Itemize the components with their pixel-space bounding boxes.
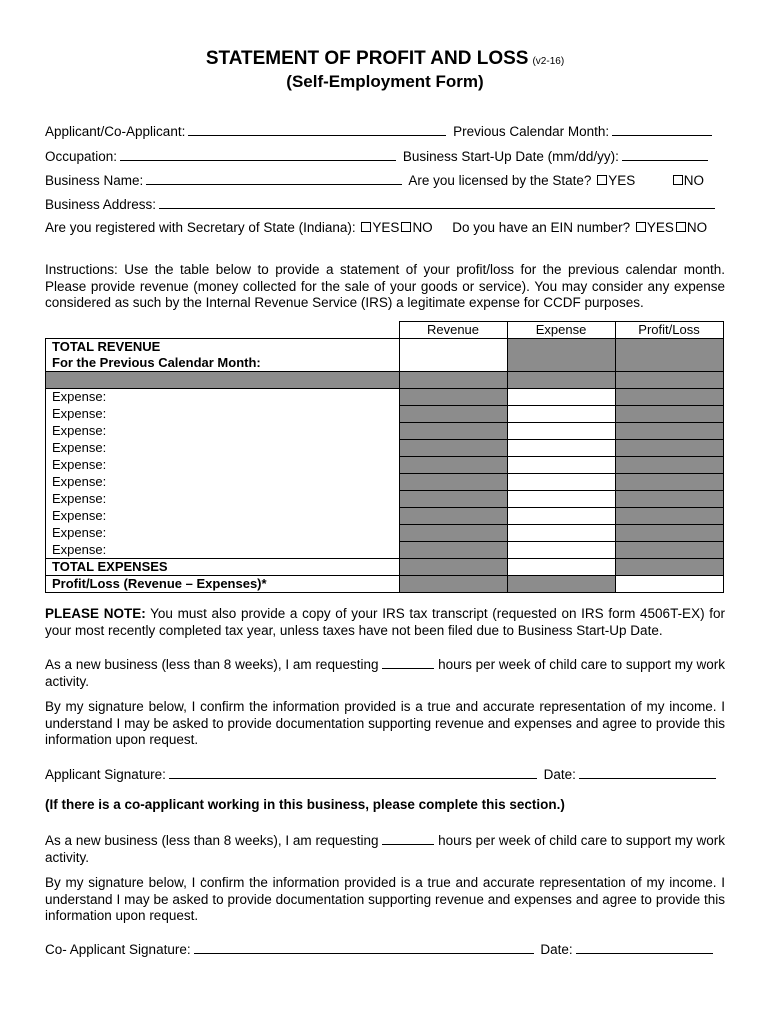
- expense-input[interactable]: [507, 508, 615, 525]
- profit-loss-table: [45, 321, 724, 593]
- shaded-cell: [615, 423, 723, 440]
- ein-label: Do you have an EIN number?: [452, 220, 631, 235]
- expense-input[interactable]: [507, 525, 615, 542]
- coapplicant-signature-field[interactable]: [194, 940, 534, 954]
- coapplicant-signature-label: Co- Applicant Signature:: [45, 942, 191, 957]
- total-revenue-line1: TOTAL REVENUE: [52, 339, 161, 354]
- col-profit-header: Profit/Loss: [615, 322, 723, 339]
- expense-row: [46, 423, 724, 440]
- profit-loss-label: Profit/Loss (Revenue – Expenses)*: [46, 576, 400, 593]
- applicant-date-field[interactable]: [579, 765, 716, 779]
- expense-input[interactable]: [507, 542, 615, 559]
- business-address-field[interactable]: [159, 195, 715, 209]
- expense-input[interactable]: [507, 491, 615, 508]
- sos-no-label: NO: [412, 220, 433, 235]
- ein-yes-label: YES: [646, 220, 674, 235]
- expense-label: Expense:: [46, 457, 400, 474]
- shaded-cell: [399, 525, 507, 542]
- occupation-label: Occupation:: [45, 149, 118, 164]
- startup-date-field[interactable]: [622, 147, 708, 161]
- sos-label: Are you registered with Secretary of State (Indiana):: [45, 220, 356, 235]
- sos-yes-label: YES: [372, 220, 400, 235]
- coapplicant-hours-after: hours per week of child care to support my work activity.: [45, 833, 725, 865]
- expense-input[interactable]: [507, 474, 615, 491]
- sos-no-checkbox[interactable]: [401, 222, 411, 232]
- shaded-cell: [615, 339, 723, 372]
- shaded-cell: [615, 559, 723, 576]
- shaded-cell: [399, 372, 507, 389]
- shaded-cell: [399, 542, 507, 559]
- expense-input[interactable]: [507, 423, 615, 440]
- licensed-no-checkbox[interactable]: [673, 175, 683, 185]
- expense-row: [46, 491, 724, 508]
- coapplicant-confirm: By my signature below, I confirm the information provided is a true and accurate representation of my income. I understand I may be asked to provide documentation supporting revenue and expenses and agree to provide this information upon request.: [45, 875, 725, 923]
- occupation-row: [45, 147, 711, 164]
- shaded-cell: [615, 372, 723, 389]
- coapplicant-hours-field[interactable]: [382, 831, 434, 845]
- coapplicant-date-label: Date:: [540, 942, 573, 957]
- col-expense-header: Expense: [507, 322, 615, 339]
- shaded-cell: [615, 389, 723, 406]
- separator-row: [46, 372, 724, 389]
- shaded-cell: [615, 474, 723, 491]
- expense-input[interactable]: [507, 406, 615, 423]
- form-title: [0, 48, 770, 70]
- profit-loss-row: [46, 576, 724, 593]
- expense-label: Expense:: [46, 389, 400, 406]
- expense-row: [46, 389, 724, 406]
- form-subtitle: (Self-Employment Form): [286, 72, 484, 91]
- shaded-cell: [615, 440, 723, 457]
- profit-loss-input[interactable]: [615, 576, 723, 593]
- expense-row: [46, 457, 724, 474]
- applicant-hours-after: hours per week of child care to support my work activity.: [45, 657, 725, 689]
- expense-label: Expense:: [46, 406, 400, 423]
- coapplicant-hours-before: As a new business (less than 8 weeks), I am requesting: [45, 833, 379, 848]
- coapplicant-signature-row: [45, 940, 716, 957]
- total-revenue-line2: For the Previous Calendar Month:: [52, 355, 261, 370]
- total-expenses-row: [46, 559, 724, 576]
- business-address-label: Business Address:: [45, 197, 157, 212]
- shaded-cell: [399, 508, 507, 525]
- shaded-cell: [399, 457, 507, 474]
- prev-month-field[interactable]: [612, 122, 712, 136]
- shaded-cell: [399, 406, 507, 423]
- ein-no-checkbox[interactable]: [676, 222, 686, 232]
- please-note-text: You must also provide a copy of your IRS tax transcript (requested on IRS form 4506T-EX) for your most recently completed tax year, unless taxes have not been filed due to Business Start-Up Date.: [45, 606, 725, 638]
- col-revenue-header: Revenue: [399, 322, 507, 339]
- coapplicant-date-field[interactable]: [576, 940, 713, 954]
- business-name-field[interactable]: [146, 171, 402, 185]
- title-text: STATEMENT OF PROFIT AND LOSS: [205, 48, 529, 69]
- shaded-cell: [399, 576, 507, 593]
- coapplicant-hours: [45, 831, 725, 866]
- shaded-cell: [615, 542, 723, 559]
- applicant-confirm: By my signature below, I confirm the information provided is a true and accurate representation of my income. I understand I may be asked to provide documentation supporting revenue and expenses and agree to provide this information upon request.: [45, 699, 725, 747]
- total-expenses-input[interactable]: [507, 559, 615, 576]
- shaded-cell: [399, 474, 507, 491]
- applicant-signature-row: [45, 765, 719, 782]
- shaded-cell: [615, 491, 723, 508]
- expense-row: [46, 525, 724, 542]
- applicant-signature-field[interactable]: [169, 765, 537, 779]
- instructions-text: Instructions: Use the table below to provide a statement of your profit/loss for the previous calendar month. Please provide revenue (money collected for the sale of your goods or service). You may consider any expense considered as such by the Internal Revenue Service (IRS) a legitimate expense for CCDF purposes.: [45, 262, 725, 310]
- expense-input[interactable]: [507, 440, 615, 457]
- shaded-cell: [507, 339, 615, 372]
- expense-row: [46, 542, 724, 559]
- business-name-label: Business Name:: [45, 173, 144, 188]
- expense-label: Expense:: [46, 525, 400, 542]
- licensed-yes-checkbox[interactable]: [597, 175, 607, 185]
- prev-month-label: Previous Calendar Month:: [453, 124, 610, 139]
- please-note: [45, 606, 725, 639]
- shaded-cell: [615, 525, 723, 542]
- applicant-hours-before: As a new business (less than 8 weeks), I am requesting: [45, 657, 379, 672]
- startup-date-label: Business Start-Up Date (mm/dd/yy):: [402, 149, 619, 164]
- licensed-label: Are you licensed by the State?: [408, 173, 592, 188]
- sos-yes-checkbox[interactable]: [361, 222, 371, 232]
- applicant-date-label: Date:: [543, 767, 576, 782]
- applicant-hours: [45, 655, 725, 690]
- ein-no-label: NO: [686, 220, 708, 235]
- total-expenses-label: TOTAL EXPENSES: [46, 559, 400, 576]
- shaded-cell: [507, 576, 615, 593]
- shaded-cell: [615, 406, 723, 423]
- applicant-signature-label: Applicant Signature:: [45, 767, 166, 782]
- total-revenue-label: [46, 339, 400, 372]
- please-note-label: PLEASE NOTE:: [45, 606, 146, 621]
- expense-row: [46, 406, 724, 423]
- expense-row: [46, 440, 724, 457]
- shaded-cell: [399, 440, 507, 457]
- coapplicant-heading: (If there is a co-applicant working in this business, please complete this section.): [45, 797, 565, 812]
- applicant-hours-field[interactable]: [382, 655, 434, 669]
- expense-label: Expense:: [46, 440, 400, 457]
- registration-row: [45, 220, 707, 235]
- shaded-cell: [507, 372, 615, 389]
- shaded-cell: [46, 372, 400, 389]
- shaded-cell: [399, 491, 507, 508]
- table-header-row: [46, 322, 724, 339]
- version-label: (v2-16): [532, 56, 565, 67]
- shaded-cell: [615, 508, 723, 525]
- applicant-field[interactable]: [188, 122, 446, 136]
- shaded-cell: [399, 559, 507, 576]
- expense-input[interactable]: [507, 389, 615, 406]
- expense-row: [46, 508, 724, 525]
- shaded-cell: [615, 457, 723, 474]
- licensed-yes-label: YES: [608, 173, 636, 188]
- applicant-row: [45, 122, 715, 139]
- expense-label: Expense:: [46, 423, 400, 440]
- ein-yes-checkbox[interactable]: [636, 222, 646, 232]
- expense-input[interactable]: [507, 457, 615, 474]
- shaded-cell: [399, 389, 507, 406]
- header-blank-cell: [46, 322, 400, 339]
- total-revenue-row: [46, 339, 724, 372]
- expense-label: Expense:: [46, 474, 400, 491]
- expense-label: Expense:: [46, 491, 400, 508]
- applicant-label: Applicant/Co-Applicant:: [45, 124, 186, 139]
- business-address-row: [45, 195, 718, 212]
- shaded-cell: [399, 423, 507, 440]
- expense-row: [46, 474, 724, 491]
- total-revenue-input[interactable]: [399, 339, 507, 372]
- expense-label: Expense:: [46, 542, 400, 559]
- business-name-row: [45, 171, 704, 188]
- licensed-no-label: NO: [683, 173, 704, 188]
- expense-label: Expense:: [46, 508, 400, 525]
- occupation-field[interactable]: [120, 147, 396, 161]
